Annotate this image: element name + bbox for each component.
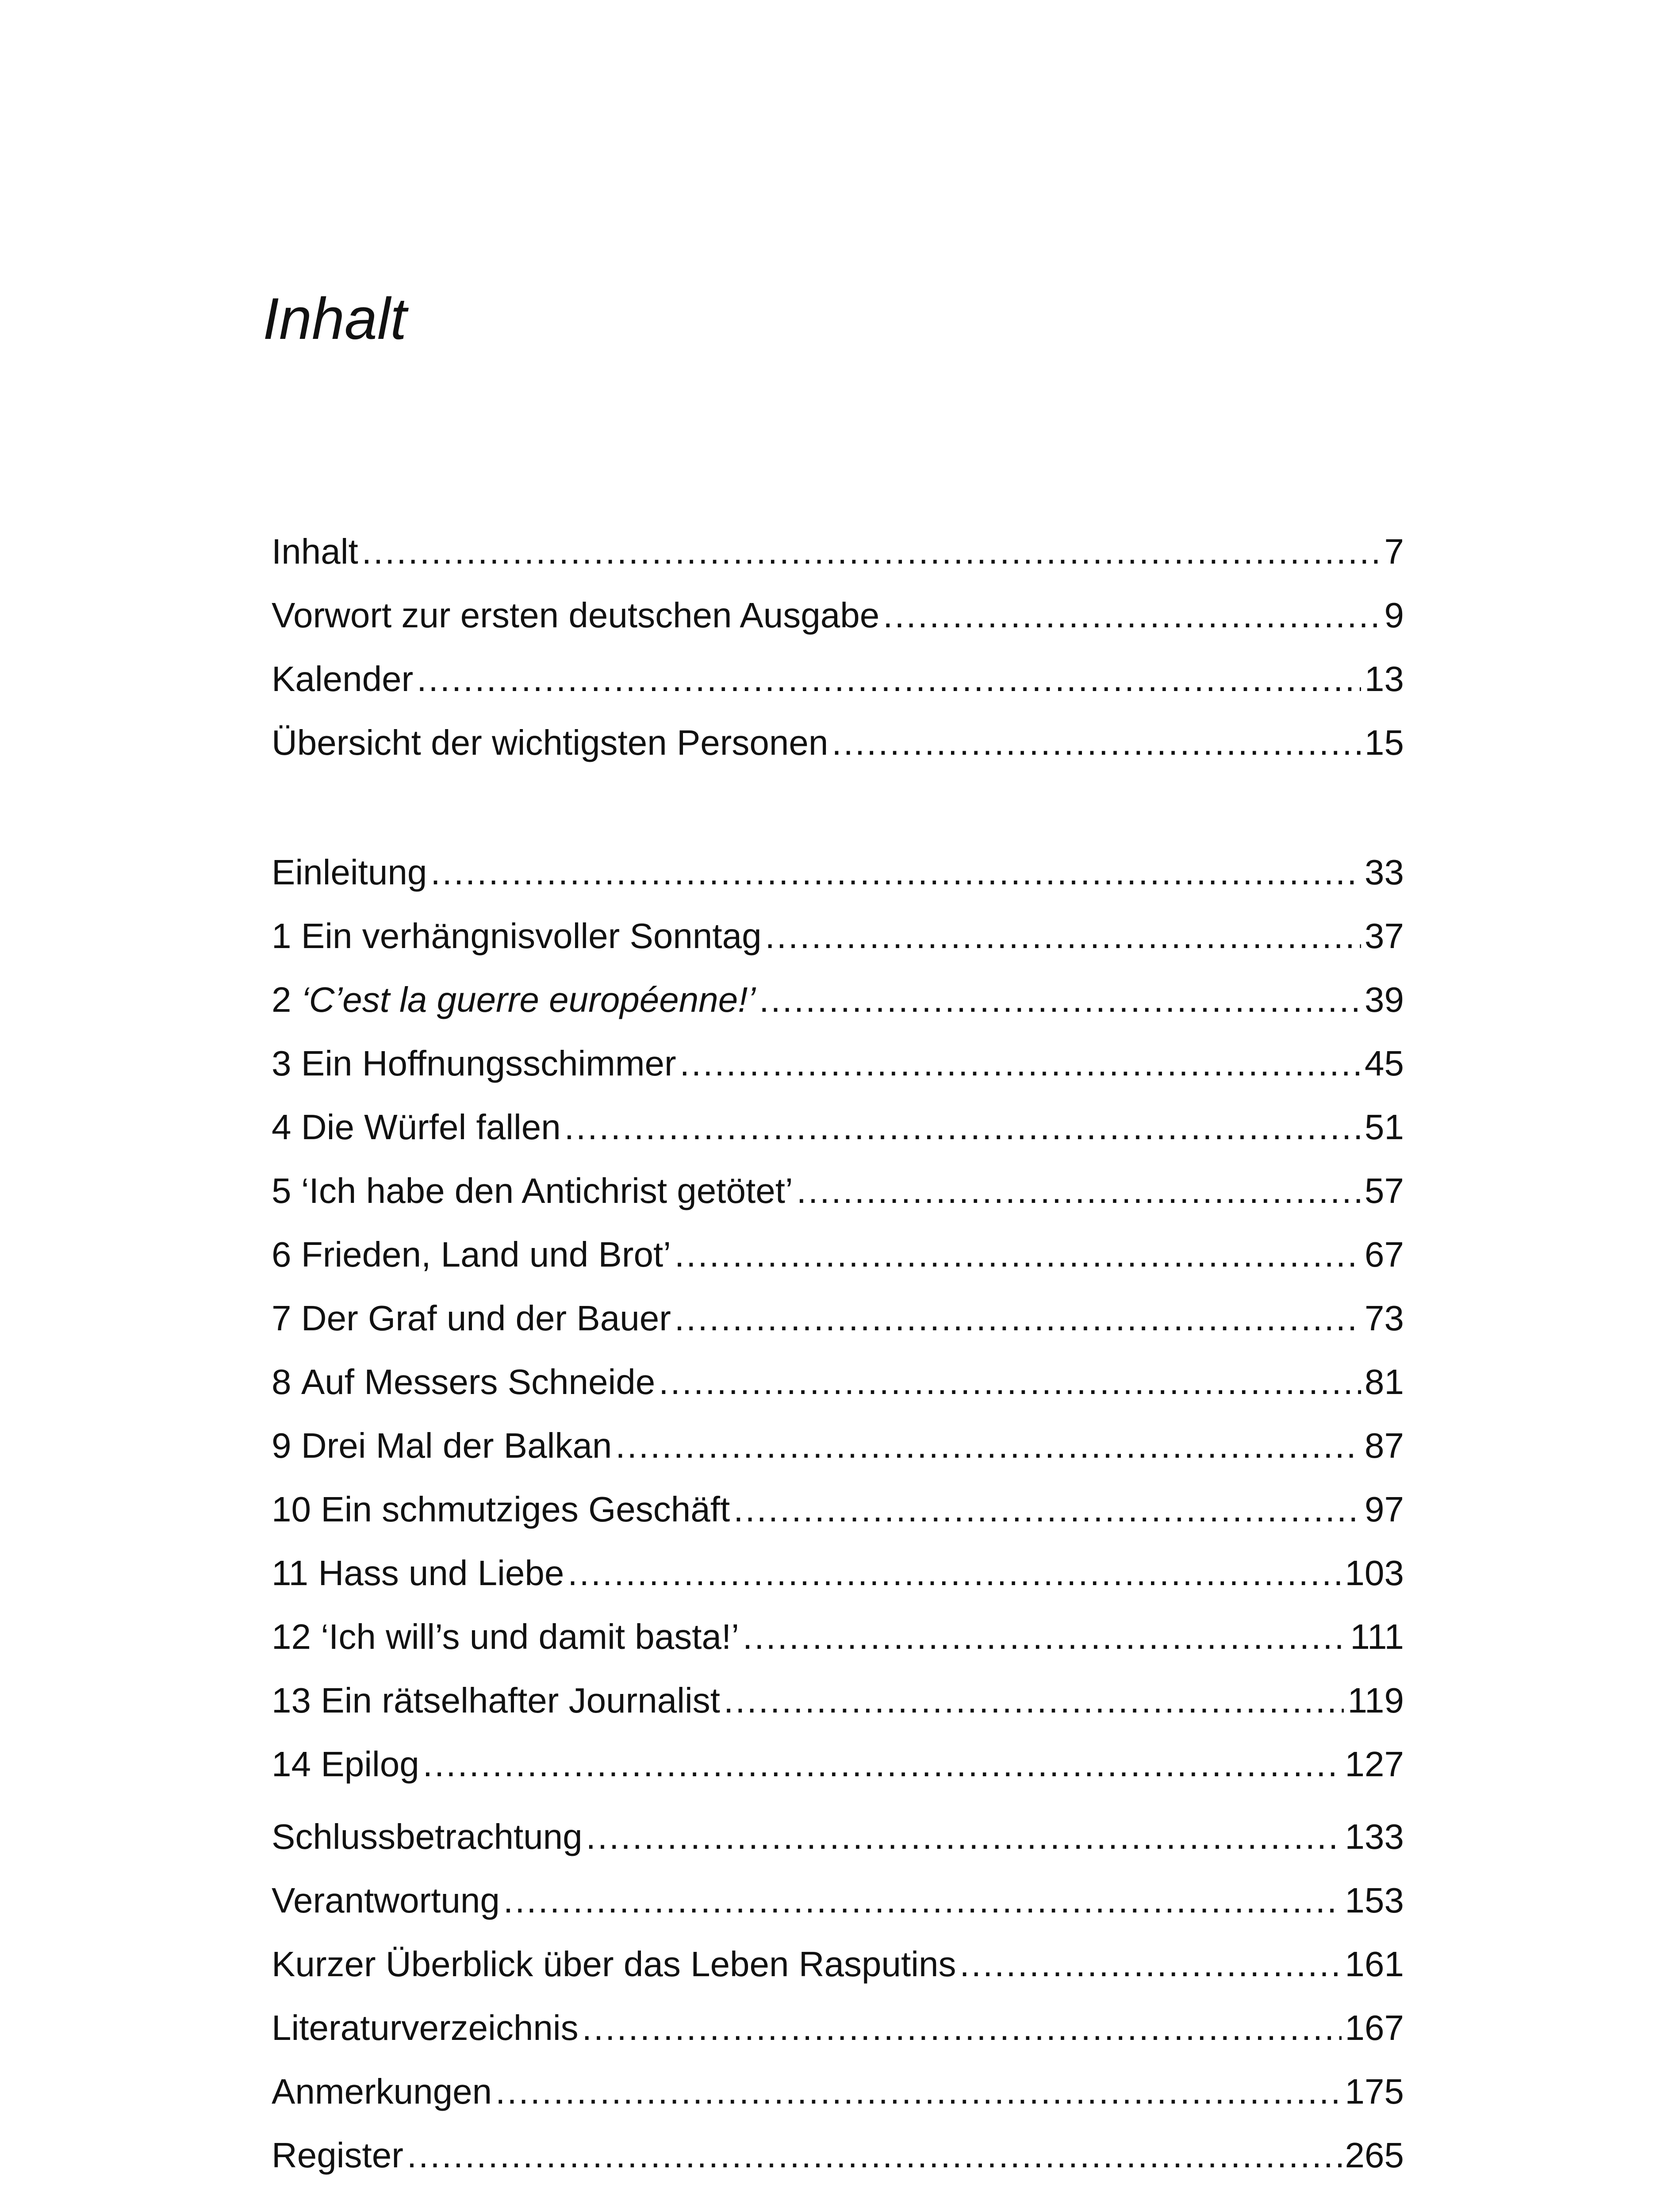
dot-leader bbox=[765, 904, 1361, 968]
toc-entry-title: Ein schmutziges Geschäft bbox=[321, 1490, 730, 1529]
toc-entry-page-number: 67 bbox=[1365, 1235, 1404, 1274]
toc-entry[interactable] bbox=[272, 1414, 1404, 1478]
toc-entry-title: Literaturverzeichnis bbox=[272, 2008, 579, 2047]
toc-entry-page-number: 81 bbox=[1365, 1362, 1404, 1402]
dot-leader bbox=[615, 1414, 1361, 1478]
toc-entry[interactable] bbox=[272, 711, 1404, 775]
toc-entry-label bbox=[272, 711, 828, 775]
toc-entry-label bbox=[272, 968, 755, 1032]
toc-entry-number: 12 bbox=[272, 1617, 311, 1656]
toc-entry-label bbox=[272, 2060, 492, 2124]
toc-entry-page-number: 111 bbox=[1350, 1617, 1404, 1656]
toc-entry-number: 10 bbox=[272, 1490, 311, 1529]
toc-entry-label bbox=[272, 1223, 671, 1286]
toc-entry-page-number: 37 bbox=[1365, 916, 1404, 956]
toc-entry-title: ‘Ich will’s und damit basta!’ bbox=[321, 1617, 739, 1656]
dot-leader bbox=[586, 1805, 1342, 1869]
toc-entry[interactable] bbox=[272, 1605, 1404, 1669]
toc-entry-number: 8 bbox=[272, 1362, 291, 1402]
toc-entry[interactable] bbox=[272, 584, 1404, 647]
toc-entry[interactable] bbox=[272, 1732, 1404, 1796]
toc-entry-label bbox=[272, 1732, 419, 1796]
dot-leader bbox=[675, 1286, 1361, 1350]
dot-leader bbox=[362, 520, 1381, 584]
dot-leader bbox=[733, 1478, 1361, 1541]
toc-entry-title: Hass und Liebe bbox=[318, 1553, 564, 1593]
dot-leader bbox=[743, 1605, 1346, 1669]
toc-entry-title: Kurzer Überblick über das Leben Rasputins bbox=[272, 1944, 956, 1984]
toc-entry[interactable] bbox=[272, 1869, 1404, 1932]
toc-entry[interactable] bbox=[272, 1032, 1404, 1095]
toc-entry-title: Epilog bbox=[321, 1744, 419, 1784]
toc-entry-label bbox=[272, 1932, 956, 1996]
toc-entry-title: Schlussbetrachtung bbox=[272, 1817, 583, 1856]
toc-entry-title: Frieden, Land und Brot’ bbox=[301, 1235, 671, 1274]
toc-entry-title: Ein rätselhafter Journalist bbox=[321, 1681, 721, 1720]
toc-entry[interactable] bbox=[272, 1286, 1404, 1350]
toc-entry-number: 13 bbox=[272, 1681, 311, 1720]
toc-entry-title: Ein Hoffnungsschimmer bbox=[301, 1044, 676, 1083]
toc-entry-title: ‘C’est la guerre européenne!’ bbox=[301, 980, 756, 1019]
dot-leader bbox=[582, 1996, 1342, 2060]
toc-entry-label bbox=[272, 1159, 793, 1223]
toc-entry[interactable] bbox=[272, 1996, 1404, 2060]
dot-leader bbox=[680, 1032, 1361, 1095]
dot-leader bbox=[417, 647, 1361, 711]
toc-entry-page-number: 15 bbox=[1365, 723, 1404, 762]
toc-entry-number: 1 bbox=[272, 916, 291, 956]
toc-entry-title: Der Graf und der Bauer bbox=[301, 1298, 671, 1338]
toc-entry-title: Ein verhängnisvoller Sonntag bbox=[301, 916, 762, 956]
toc-entry-page-number: 127 bbox=[1345, 1744, 1404, 1784]
toc-entry-title: Register bbox=[272, 2135, 403, 2175]
toc-entry-page-number: 119 bbox=[1347, 1681, 1404, 1720]
dot-leader bbox=[960, 1932, 1342, 1996]
toc-entry-label bbox=[272, 2124, 403, 2187]
dot-leader bbox=[675, 1223, 1361, 1286]
toc-entry-number: 11 bbox=[272, 1553, 309, 1593]
toc-entry-page-number: 9 bbox=[1384, 595, 1404, 635]
toc-entry-label bbox=[272, 841, 427, 904]
toc-entry-page-number: 161 bbox=[1345, 1944, 1404, 1984]
toc-entry-title: Übersicht der wichtigsten Personen bbox=[272, 723, 828, 762]
toc-entry-number: 6 bbox=[272, 1235, 291, 1274]
toc-entry-label bbox=[272, 1095, 561, 1159]
toc-entry[interactable] bbox=[272, 1541, 1404, 1605]
dot-leader bbox=[659, 1350, 1361, 1414]
toc-entry[interactable] bbox=[272, 2124, 1404, 2187]
toc-entry-page-number: 51 bbox=[1365, 1107, 1404, 1147]
toc-entry[interactable] bbox=[272, 1805, 1404, 1869]
toc-entry[interactable] bbox=[272, 904, 1404, 968]
toc-entry-number: 5 bbox=[272, 1171, 291, 1210]
toc-entry-label bbox=[272, 1414, 612, 1478]
dot-leader bbox=[503, 1869, 1342, 1932]
toc-group-front-matter bbox=[272, 520, 1404, 775]
toc-entry-label bbox=[272, 1996, 579, 2060]
toc-entry-label bbox=[272, 1286, 671, 1350]
toc-entry-number: 3 bbox=[272, 1044, 291, 1083]
toc-entry-page-number: 133 bbox=[1345, 1817, 1404, 1856]
toc-entry-page-number: 103 bbox=[1345, 1553, 1404, 1593]
toc-entry[interactable] bbox=[272, 1095, 1404, 1159]
toc-entry-label bbox=[272, 904, 762, 968]
toc-entry-number: 7 bbox=[272, 1298, 291, 1338]
toc-entry[interactable] bbox=[272, 1223, 1404, 1286]
page-title: Inhalt bbox=[263, 286, 407, 352]
toc-entry-number: 2 bbox=[272, 980, 291, 1019]
toc-entry-label bbox=[272, 1541, 564, 1605]
toc-entry[interactable] bbox=[272, 1932, 1404, 1996]
toc-entry-label bbox=[272, 520, 358, 584]
dot-leader bbox=[797, 1159, 1361, 1223]
toc-entry-title: Inhalt bbox=[272, 532, 358, 571]
toc-entry[interactable] bbox=[272, 2060, 1404, 2124]
toc-entry-page-number: 97 bbox=[1365, 1490, 1404, 1529]
toc-entry-label bbox=[272, 1478, 730, 1541]
dot-leader bbox=[883, 584, 1381, 647]
toc-entry[interactable] bbox=[272, 968, 1404, 1032]
toc-entry-label bbox=[272, 1605, 739, 1669]
toc-entry-page-number: 175 bbox=[1345, 2072, 1404, 2111]
toc-entry-page-number: 265 bbox=[1345, 2135, 1404, 2175]
toc-entry-page-number: 87 bbox=[1365, 1426, 1404, 1465]
toc-entry-label bbox=[272, 1669, 720, 1732]
toc-entry-title: Anmerkungen bbox=[272, 2072, 492, 2111]
dot-leader bbox=[495, 2060, 1341, 2124]
toc-entry-title: Auf Messers Schneide bbox=[301, 1362, 656, 1402]
toc-entry[interactable] bbox=[272, 1669, 1404, 1732]
toc-entry-page-number: 39 bbox=[1365, 980, 1404, 1019]
toc-group-chapters bbox=[272, 841, 1404, 1796]
dot-leader bbox=[724, 1669, 1344, 1732]
toc-entry[interactable] bbox=[272, 841, 1404, 904]
toc-entry-number: 14 bbox=[272, 1744, 311, 1784]
toc-entry-label bbox=[272, 1869, 500, 1932]
dot-leader bbox=[832, 711, 1361, 775]
toc-entry-title: Einleitung bbox=[272, 853, 427, 892]
toc-entry-number: 4 bbox=[272, 1107, 291, 1147]
toc-entry-page-number: 167 bbox=[1345, 2008, 1404, 2047]
toc-entry-label bbox=[272, 1032, 676, 1095]
toc-entry[interactable] bbox=[272, 1159, 1404, 1223]
toc-entry-label bbox=[272, 1350, 655, 1414]
dot-leader bbox=[568, 1541, 1341, 1605]
dot-leader bbox=[564, 1095, 1361, 1159]
toc-entry-page-number: 153 bbox=[1345, 1881, 1404, 1920]
toc-entry-title: ‘Ich habe den Antichrist getötet’ bbox=[301, 1171, 793, 1210]
toc-entry[interactable] bbox=[272, 647, 1404, 711]
toc-entry-page-number: 57 bbox=[1365, 1171, 1404, 1210]
toc-entry-page-number: 7 bbox=[1384, 532, 1404, 571]
toc-entry[interactable] bbox=[272, 1350, 1404, 1414]
toc-entry[interactable] bbox=[272, 520, 1404, 584]
toc-entry-title: Vorwort zur ersten deutschen Ausgabe bbox=[272, 595, 880, 635]
toc-entry-page-number: 33 bbox=[1365, 853, 1404, 892]
dot-leader bbox=[430, 841, 1361, 904]
toc-entry-page-number: 73 bbox=[1365, 1298, 1404, 1338]
toc-entry-title: Verantwortung bbox=[272, 1881, 500, 1920]
toc-entry-page-number: 13 bbox=[1365, 659, 1404, 699]
toc-entry-title: Die Würfel fallen bbox=[301, 1107, 561, 1147]
toc-entry-title: Drei Mal der Balkan bbox=[301, 1426, 612, 1465]
toc-entry-label bbox=[272, 584, 879, 647]
toc-entry-label bbox=[272, 1805, 583, 1869]
toc-entry[interactable] bbox=[272, 1478, 1404, 1541]
dot-leader bbox=[407, 2124, 1342, 2187]
dot-leader bbox=[759, 968, 1361, 1032]
dot-leader bbox=[423, 1732, 1342, 1796]
toc-entry-number: 9 bbox=[272, 1426, 291, 1465]
toc-entry-page-number: 45 bbox=[1365, 1044, 1404, 1083]
toc-entry-title: Kalender bbox=[272, 659, 414, 699]
toc-entry-label bbox=[272, 647, 413, 711]
toc-group-back-matter bbox=[272, 1805, 1404, 2187]
